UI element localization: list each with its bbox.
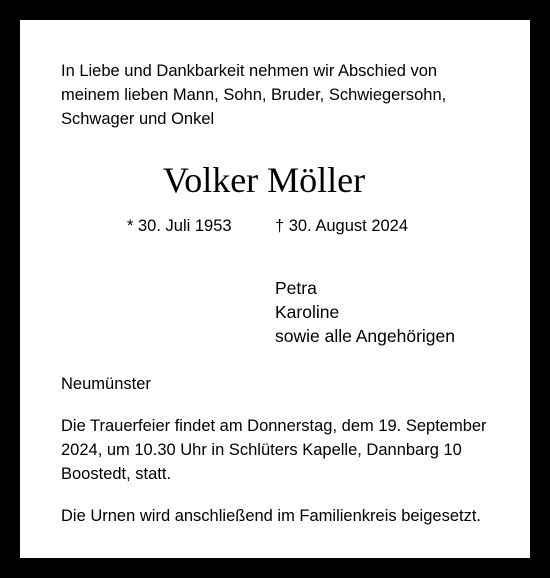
mourner-item: Petra: [275, 278, 317, 298]
ceremony-info: [61, 414, 511, 486]
death-date: † 30. August 2024: [275, 217, 409, 235]
life-dates: [0, 214, 550, 238]
ceremony-line-3: Boostedt, statt.: [61, 465, 172, 483]
deceased-name-row: [0, 156, 530, 204]
deceased-name: Volker Möller: [162, 160, 366, 200]
intro-line-1: In Liebe und Dankbarkeit nehmen wir Abschied von: [61, 62, 438, 80]
mourner-item: Karoline: [275, 302, 340, 322]
intro-line-3: Schwager und Onkel: [61, 110, 215, 128]
place-name: Neumünster: [61, 375, 151, 393]
intro-line-2: meinem lieben Mann, Sohn, Bruder, Schwiegersohn,: [61, 86, 447, 104]
mourner-item: sowie alle Angehörigen: [275, 326, 455, 346]
urn-note: Die Urnen wird anschließend im Familienkreis beigesetzt.: [61, 507, 482, 525]
intro-text: [61, 59, 501, 131]
ceremony-line-1: Die Trauerfeier findet am Donnerstag, dem 19. September: [61, 417, 487, 435]
birth-date: * 30. Juli 1953: [127, 217, 232, 235]
mourners-list: [275, 276, 455, 348]
ceremony-line-2: 2024, um 10.30 Uhr in Schlüters Kapelle, Dannbarg 10: [61, 441, 462, 459]
